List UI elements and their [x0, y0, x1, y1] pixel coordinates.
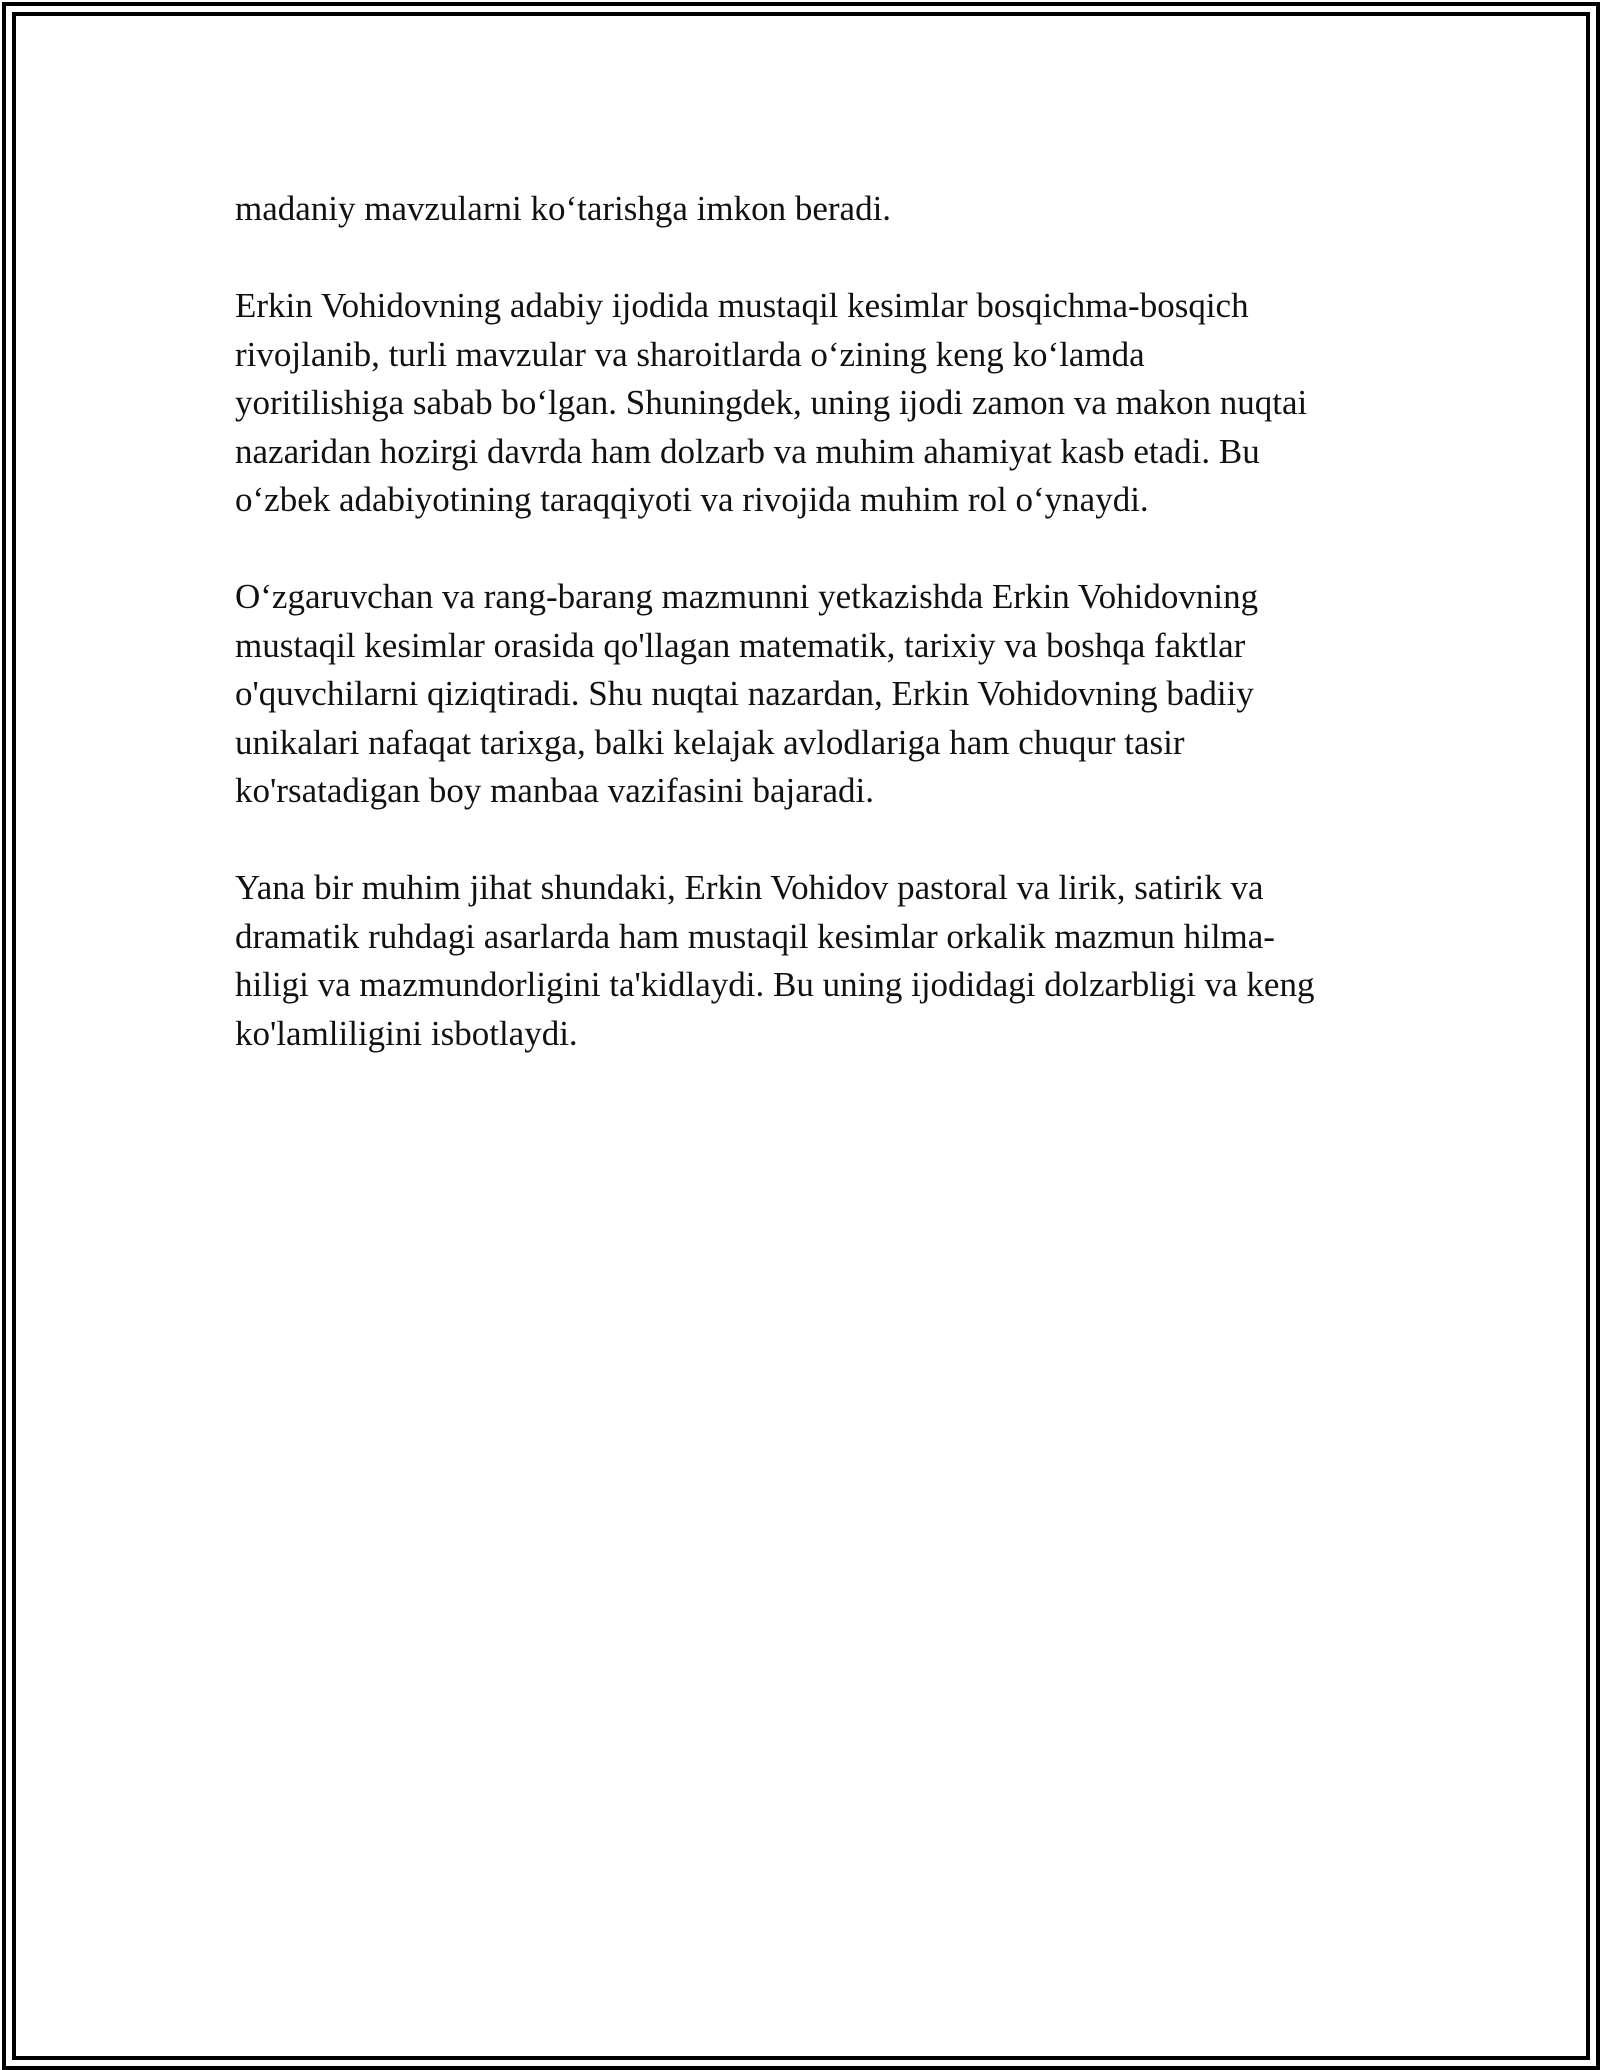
text-line: o‘zbek adabiyotining taraqqiyoti va rivojida muhim rol o‘ynaydi.: [235, 480, 1149, 519]
text-line: Erkin Vohidovning adabiy ijodida mustaqil kesimlar bosqichma-bosqich: [235, 286, 1249, 325]
text-line: ko'rsatadigan boy manbaa vazifasini bajaradi.: [235, 771, 874, 810]
paragraph-1: [235, 185, 1385, 234]
text-line: ko'lamliligini isbotlaydi.: [235, 1013, 578, 1053]
text-line: dramatik ruhdagi asarlarda ham mustaqil kesimlar orkalik mazmun hilma-: [235, 916, 1275, 956]
text-line: yoritilishiga sabab bo‘lgan. Shuningdek, uning ijodi zamon va makon nuqtai: [235, 383, 1308, 422]
paragraph-2: [235, 282, 1385, 525]
text-line: Yana bir muhim jihat shundaki, Erkin Vohidov pastoral va lirik, satirik va: [235, 868, 1264, 907]
text-line: unikalari nafaqat tarixga, balki kelajak avlodlariga ham chuqur tasir: [235, 722, 1185, 762]
text-line: O‘zgaruvchan va rang-barang mazmunni yetkazishda Erkin Vohidovning: [235, 577, 1259, 616]
text-line: o'quvchilarni qiziqtiradi. Shu nuqtai nazardan, Erkin Vohidovning badiiy: [235, 674, 1254, 713]
text-line: hiligi va mazmundorligini ta'kidlaydi. Bu uning ijodidagi dolzarbligi va keng: [235, 965, 1315, 1004]
text-line: nazaridan hozirgi davrda ham dolzarb va muhim ahamiyat kasb etadi. Bu: [235, 431, 1260, 471]
text-line: rivojlanib, turli mavzular va sharoitlarda o‘zining keng ko‘lamda: [235, 334, 1145, 374]
paragraph-3: [235, 573, 1385, 816]
text-line: madaniy mavzularni ko‘tarishga imkon beradi.: [235, 189, 892, 228]
text-line: mustaqil kesimlar orasida qo'llagan matematik, tarixiy va boshqa faktlar: [235, 625, 1246, 665]
paragraph-4: [235, 864, 1385, 1058]
document-body: [235, 185, 1385, 1107]
